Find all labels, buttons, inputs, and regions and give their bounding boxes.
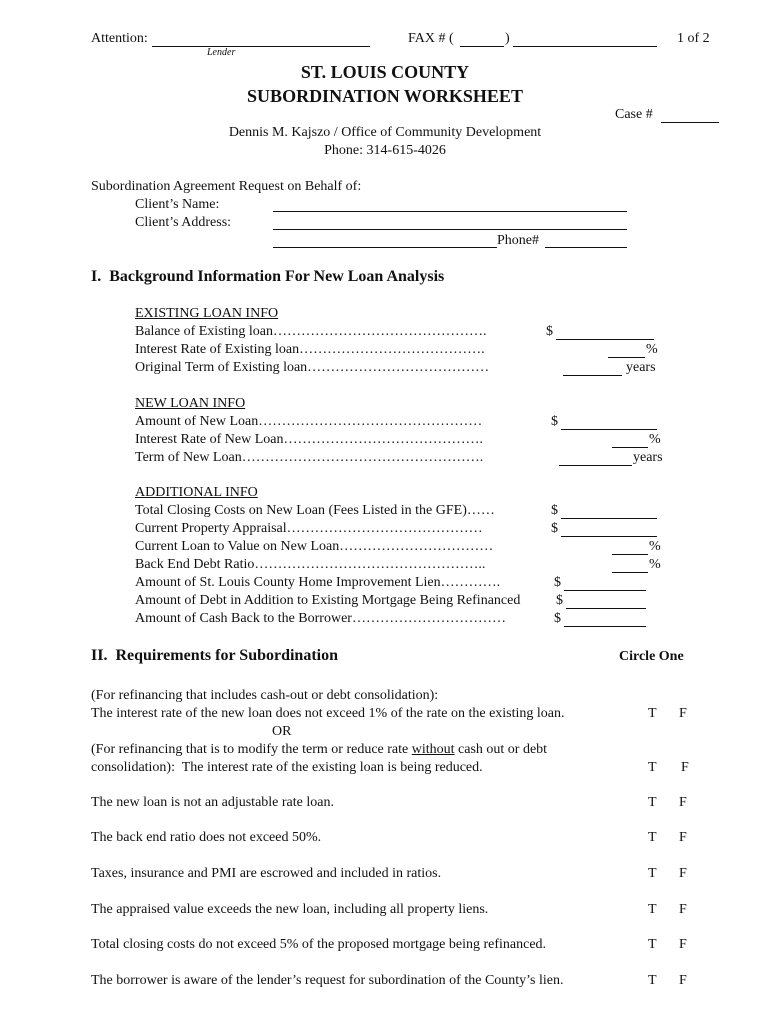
borrower-aware-false[interactable]: F <box>679 973 687 988</box>
section1-heading: I. Background Information For New Loan Analysis <box>91 268 445 285</box>
ltv-field[interactable] <box>612 554 648 555</box>
client-phone-label: Phone# <box>497 233 539 248</box>
ltv-percent: % <box>649 539 661 554</box>
requirement-escrow: Taxes, insurance and PMI are escrowed and included in ratios. <box>91 866 442 881</box>
circle-one-label: Circle One <box>619 649 684 664</box>
additional-debt-field[interactable] <box>566 608 646 609</box>
back-end-ratio-false[interactable]: F <box>679 830 687 845</box>
fax-area-code-field[interactable] <box>460 46 504 47</box>
attention-field[interactable] <box>152 46 370 47</box>
no-arm-true[interactable]: T <box>648 795 657 810</box>
new-loan-heading: NEW LOAN INFO <box>135 396 246 411</box>
requirement-back-end-ratio: The back end ratio does not exceed 50%. <box>91 830 322 845</box>
appraised-value-false[interactable]: F <box>679 902 687 917</box>
new-term-label: Term of New Loan……………………………………………. <box>135 450 484 465</box>
existing-loan-heading: EXISTING LOAN INFO <box>135 306 279 321</box>
no-arm-false[interactable]: F <box>679 795 687 810</box>
existing-balance-field[interactable] <box>556 339 654 340</box>
existing-term-label: Original Term of Existing loan………………………………… <box>135 360 490 375</box>
refi-modify-line1 <box>91 741 547 758</box>
cash-back-field[interactable] <box>564 626 646 627</box>
refi-modify-without-emphasis: without <box>411 742 455 757</box>
case-number-field[interactable] <box>661 122 719 123</box>
existing-term-years: years <box>626 360 656 375</box>
requirement-closing-costs: Total closing costs do not exceed 5% of the proposed mortgage being refinanced. <box>91 937 547 952</box>
county-lien-field[interactable] <box>564 590 646 591</box>
debt-ratio-percent: % <box>649 557 661 572</box>
county-lien-label: Amount of St. Louis County Home Improvement Lien…………. <box>135 575 501 590</box>
additional-debt-label: Amount of Debt in Addition to Existing Mortgage Being Refinanced <box>135 593 521 608</box>
requirement-no-arm: The new loan is not an adjustable rate loan. <box>91 795 334 810</box>
existing-balance-dollar: $ <box>546 324 553 339</box>
new-rate-percent: % <box>649 432 661 447</box>
cash-back-dollar: $ <box>554 611 561 626</box>
closing-costs-false[interactable]: F <box>679 937 687 952</box>
new-amount-dollar: $ <box>551 414 558 429</box>
contact-phone: Phone: 314-615-4026 <box>324 143 446 158</box>
borrower-aware-true[interactable]: T <box>648 973 657 988</box>
refi-modify-true[interactable]: T <box>648 760 657 775</box>
appraisal-label: Current Property Appraisal…………………………………… <box>135 521 483 536</box>
existing-rate-percent: % <box>646 342 658 357</box>
case-label: Case # <box>615 107 653 122</box>
fax-number-field[interactable] <box>513 46 657 47</box>
existing-balance-label: Balance of Existing loan………………………………………. <box>135 324 487 339</box>
escrow-true[interactable]: T <box>648 866 657 881</box>
client-name-label: Client’s Name: <box>135 197 220 212</box>
fax-close-paren: ) <box>505 31 510 46</box>
client-address-field[interactable] <box>273 229 627 230</box>
client-name-field[interactable] <box>273 211 627 212</box>
refi-cashout-false[interactable]: F <box>679 706 687 721</box>
existing-rate-field[interactable] <box>608 357 645 358</box>
refi-cashout-intro: (For refinancing that includes cash-out or debt consolidation): <box>91 688 439 703</box>
new-amount-label: Amount of New Loan………………………………………… <box>135 414 483 429</box>
request-intro: Subordination Agreement Request on Behalf of: <box>91 179 362 194</box>
refi-cashout-requirement: The interest rate of the new loan does not exceed 1% of the rate on the existing loan. <box>91 706 565 721</box>
refi-modify-false[interactable]: F <box>681 760 689 775</box>
client-phone-field[interactable] <box>545 247 627 248</box>
new-term-field[interactable] <box>559 465 632 466</box>
contact-name: Dennis M. Kajszo / Office of Community Development <box>228 125 542 140</box>
page-number: 1 of 2 <box>677 31 710 46</box>
new-rate-field[interactable] <box>612 447 648 448</box>
existing-term-field[interactable] <box>563 375 622 376</box>
or-separator: OR <box>272 724 292 739</box>
attention-label: Attention: <box>91 31 148 46</box>
debt-ratio-label: Back End Debt Ratio………………………………………….. <box>135 557 486 572</box>
section2-heading: II. Requirements for Subordination <box>91 647 338 664</box>
new-term-years: years <box>633 450 663 465</box>
appraised-value-true[interactable]: T <box>648 902 657 917</box>
new-rate-label: Interest Rate of New Loan……………………………………. <box>135 432 483 447</box>
closing-costs-label: Total Closing Costs on New Loan (Fees Listed in the GFE)…… <box>135 503 495 518</box>
requirement-appraised-value: The appraised value exceeds the new loan, including all property liens. <box>91 902 489 917</box>
title-county: ST. LOUIS COUNTY <box>300 62 470 82</box>
ltv-label: Current Loan to Value on New Loan…………………………… <box>135 539 494 554</box>
refi-modify-line2: consolidation): The interest rate of the existing loan is being reduced. <box>91 760 483 775</box>
refi-modify-line1-part1: (For refinancing that is to modify the term or reduce rate <box>91 742 412 757</box>
refi-modify-line1-part2: cash out or debt <box>454 742 548 757</box>
back-end-ratio-true[interactable]: T <box>648 830 657 845</box>
additional-debt-dollar: $ <box>556 593 563 608</box>
new-amount-field[interactable] <box>561 429 657 430</box>
cash-back-label: Amount of Cash Back to the Borrower…………………………… <box>135 611 506 626</box>
county-lien-dollar: $ <box>554 575 561 590</box>
lender-caption: Lender <box>207 47 236 58</box>
client-address-label: Client’s Address: <box>135 215 232 230</box>
fax-label: FAX # ( <box>408 31 454 46</box>
requirement-borrower-aware: The borrower is aware of the lender’s request for subordination of the County’s lien. <box>91 973 564 988</box>
debt-ratio-field[interactable] <box>612 572 648 573</box>
appraisal-field[interactable] <box>561 536 657 537</box>
title-worksheet: SUBORDINATION WORKSHEET <box>247 86 523 106</box>
closing-costs-field[interactable] <box>561 518 657 519</box>
existing-rate-label: Interest Rate of Existing loan…………………………………. <box>135 342 485 357</box>
closing-costs-dollar: $ <box>551 503 558 518</box>
additional-info-heading: ADDITIONAL INFO <box>135 485 258 500</box>
escrow-false[interactable]: F <box>679 866 687 881</box>
closing-costs-true[interactable]: T <box>648 937 657 952</box>
appraisal-dollar: $ <box>551 521 558 536</box>
refi-cashout-true[interactable]: T <box>648 706 657 721</box>
client-address-line2-field[interactable] <box>273 247 497 248</box>
